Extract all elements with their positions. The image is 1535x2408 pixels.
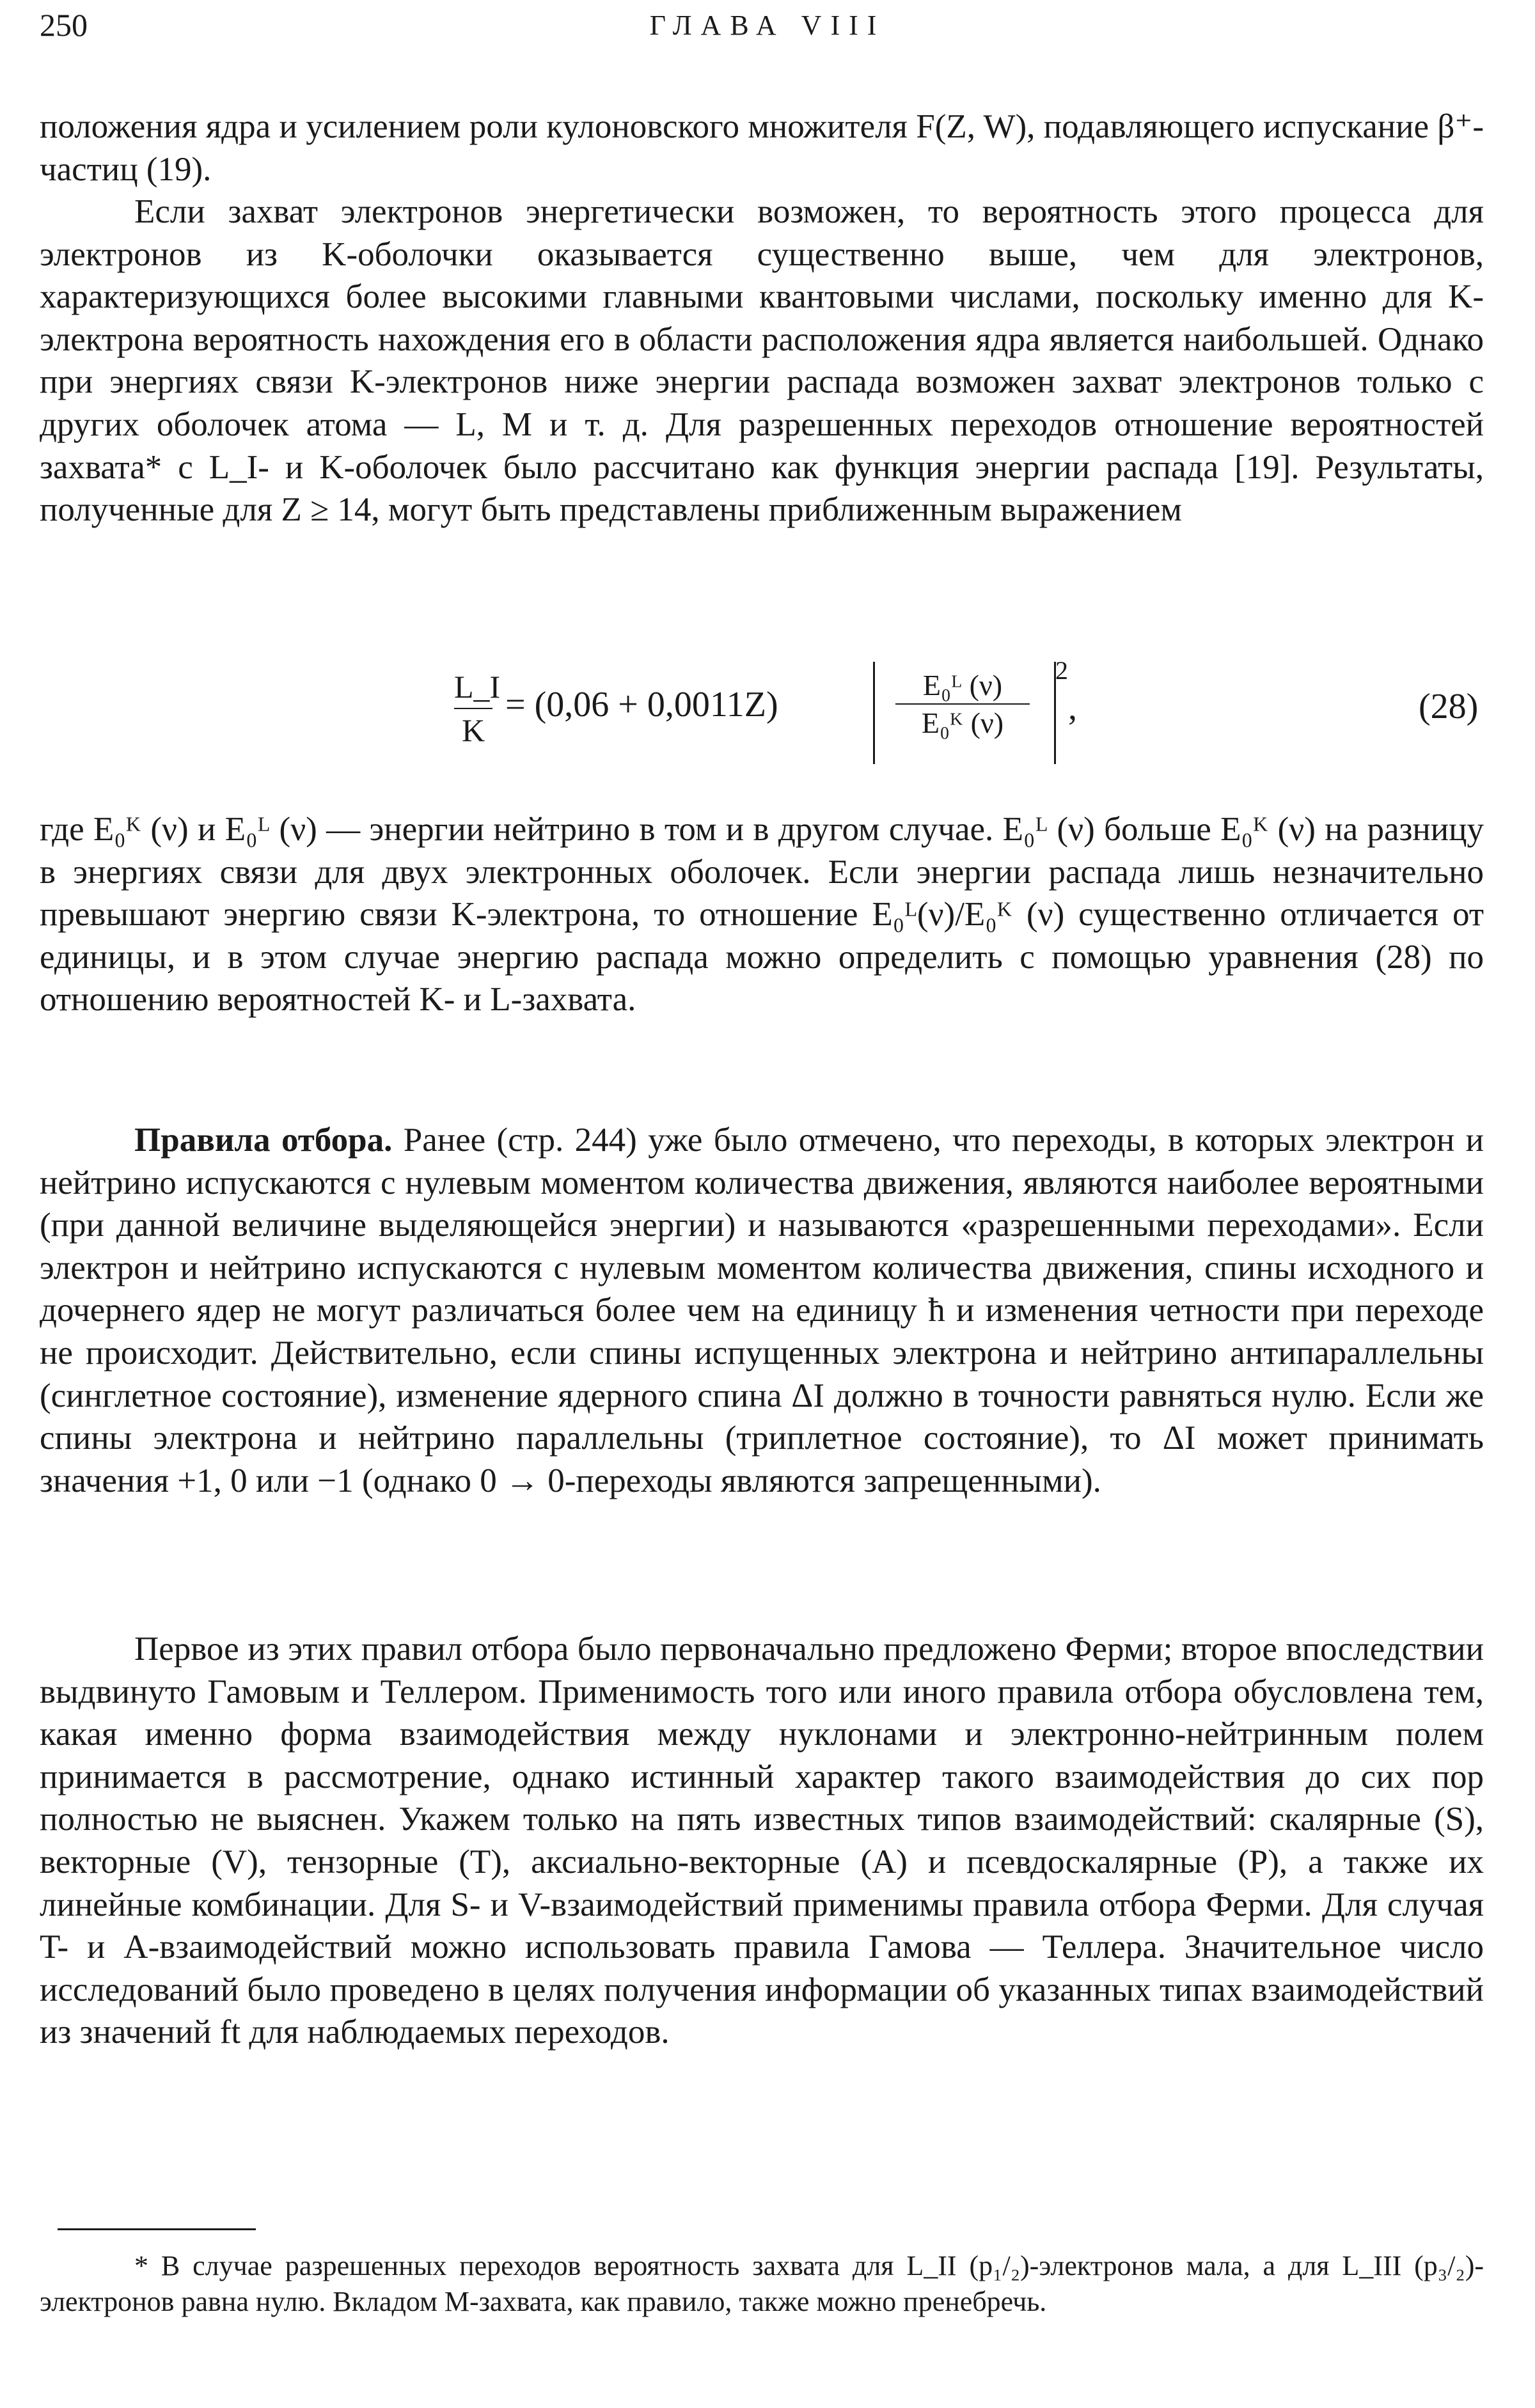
- paragraph-fermi-gamow-teller: Первое из этих правил отбора было первоначально предложено Ферми; второе впоследствии выдвинуто Гамовым и Теллером. Применимость того или иного правила отбора обусловлена тем, какая именно форма взаимодействия между нуклонами и электронно-нейтринным полем принимается в рассмотрение, однако истинный характер такого взаимодействия до сих пор полностью не выяснен. Укажем только на пять известных типов взаимодействий: скалярные (S), векторные (V), тензорные (T), аксиально-векторные (A) и псевдоскалярные (P), а также их линейные комбинации. Для S- и V-взаимодействий применимы правила отбора Ферми. Для случая T- и A-взаимодействий можно использовать правила Гамова — Теллера. Значительное число исследований было проведено в целях получения информации об указанных типах взаимодействий из значений ft для наблюдаемых переходов.: [40, 1630, 1484, 2051]
- paragraph-after-formula: где E₀ᴷ (ν) и E₀ᴸ (ν) — энергии нейтрино в том и в другом случае. E₀ᴸ (ν) больше E₀ᴷ (ν) на разницу в энергиях связи для двух электронных оболочек. Если энергии распада лишь незначительно превышают энергию связи K-электрона, то отношение E₀ᴸ(ν)/E₀ᴷ (ν) существенно отличается от единицы, и в этом случае энергию распада можно определить с помощью уравнения (28) по отношению вероятностей K- и L-захвата.: [40, 811, 1484, 1019]
- section-heading-selection-rules: Правила отбора.: [134, 1122, 393, 1159]
- equation-trailing-comma: ,: [1068, 688, 1077, 728]
- footnote: * В случае разрешенных переходов вероятность захвата для L_II (p₁/₂)-электронов мала, а для L_III (p₃/₂)-электронов равна нулю. Вкладом M-захвата, как правило, также можно пренебречь.: [40, 2250, 1484, 2317]
- page-number: 250: [40, 7, 88, 43]
- equation-lhs-numerator: L_I: [454, 668, 492, 709]
- equation-exponent: 2: [1055, 656, 1068, 685]
- paragraph-electron-capture: Если захват электронов энергетически возможен, то вероятность этого процесса для электронов из K-оболочки оказывается существенно выше, чем для электронов, характеризующихся более высокими главными квантовыми числами, поскольку именно для K-электрона вероятность нахождения его в области расположения ядра является наибольшей. Однако при энергиях связи K-электронов ниже энергии распада возможен захват электронов только с других оболочек атома — L, M и т. д. Для разрешенных переходов отношение вероятностей захвата* с L_I- и K-оболочек было рассчитано как функция энергии распада [19]. Результаты, полученные для Z ≥ 14, могут быть представлены приближенным выражением: [40, 193, 1484, 529]
- equation-ratio-denominator: E₀ᴷ (ν): [921, 707, 1004, 739]
- footnote-divider: [58, 2228, 256, 2230]
- equation-number: (28): [1419, 687, 1479, 726]
- paragraph-selection-rules: [40, 1119, 1484, 1502]
- running-head: ГЛАВА VIII: [649, 10, 886, 41]
- equation-28: [0, 655, 1535, 770]
- equation-lhs-fraction: [454, 668, 501, 749]
- equation-coefficient: = (0,06 + 0,0011Z): [505, 685, 778, 724]
- equation-ratio-numerator: E₀ᴸ (ν): [895, 668, 1030, 705]
- equation-energy-ratio: [895, 668, 1030, 740]
- equation-lhs-denominator: K: [461, 712, 485, 748]
- selection-rules-text: Ранее (стр. 244) уже было отмечено, что переходы, в которых электрон и нейтрино испускаются с нулевым моментом количества движения, являются наиболее вероятными (при данной величине выделяющейся энергии) и называются «разрешенными переходами». Если электрон и нейтрино испускаются с нулевым моментом количества движения, спины исходного и дочернего ядер не могут различаться более чем на единицу ħ и изменения четности при переходе не происходит. Действительно, если спины испущенных электрона и нейтрино антипараллельны (синглетное состояние), изменение ядерного спина ΔI должно в точности равняться нулю. Если же спины электрона и нейтрино параллельны (триплетное состояние), то ΔI может принимать значения +1, 0 или −1 (однако 0 → 0-переходы являются запрещенными).: [40, 1122, 1484, 1499]
- paragraph-continuation: положения ядра и усилением роли кулоновского множителя F(Z, W), подавляющего испускание β⁺-частиц (19).: [40, 108, 1484, 188]
